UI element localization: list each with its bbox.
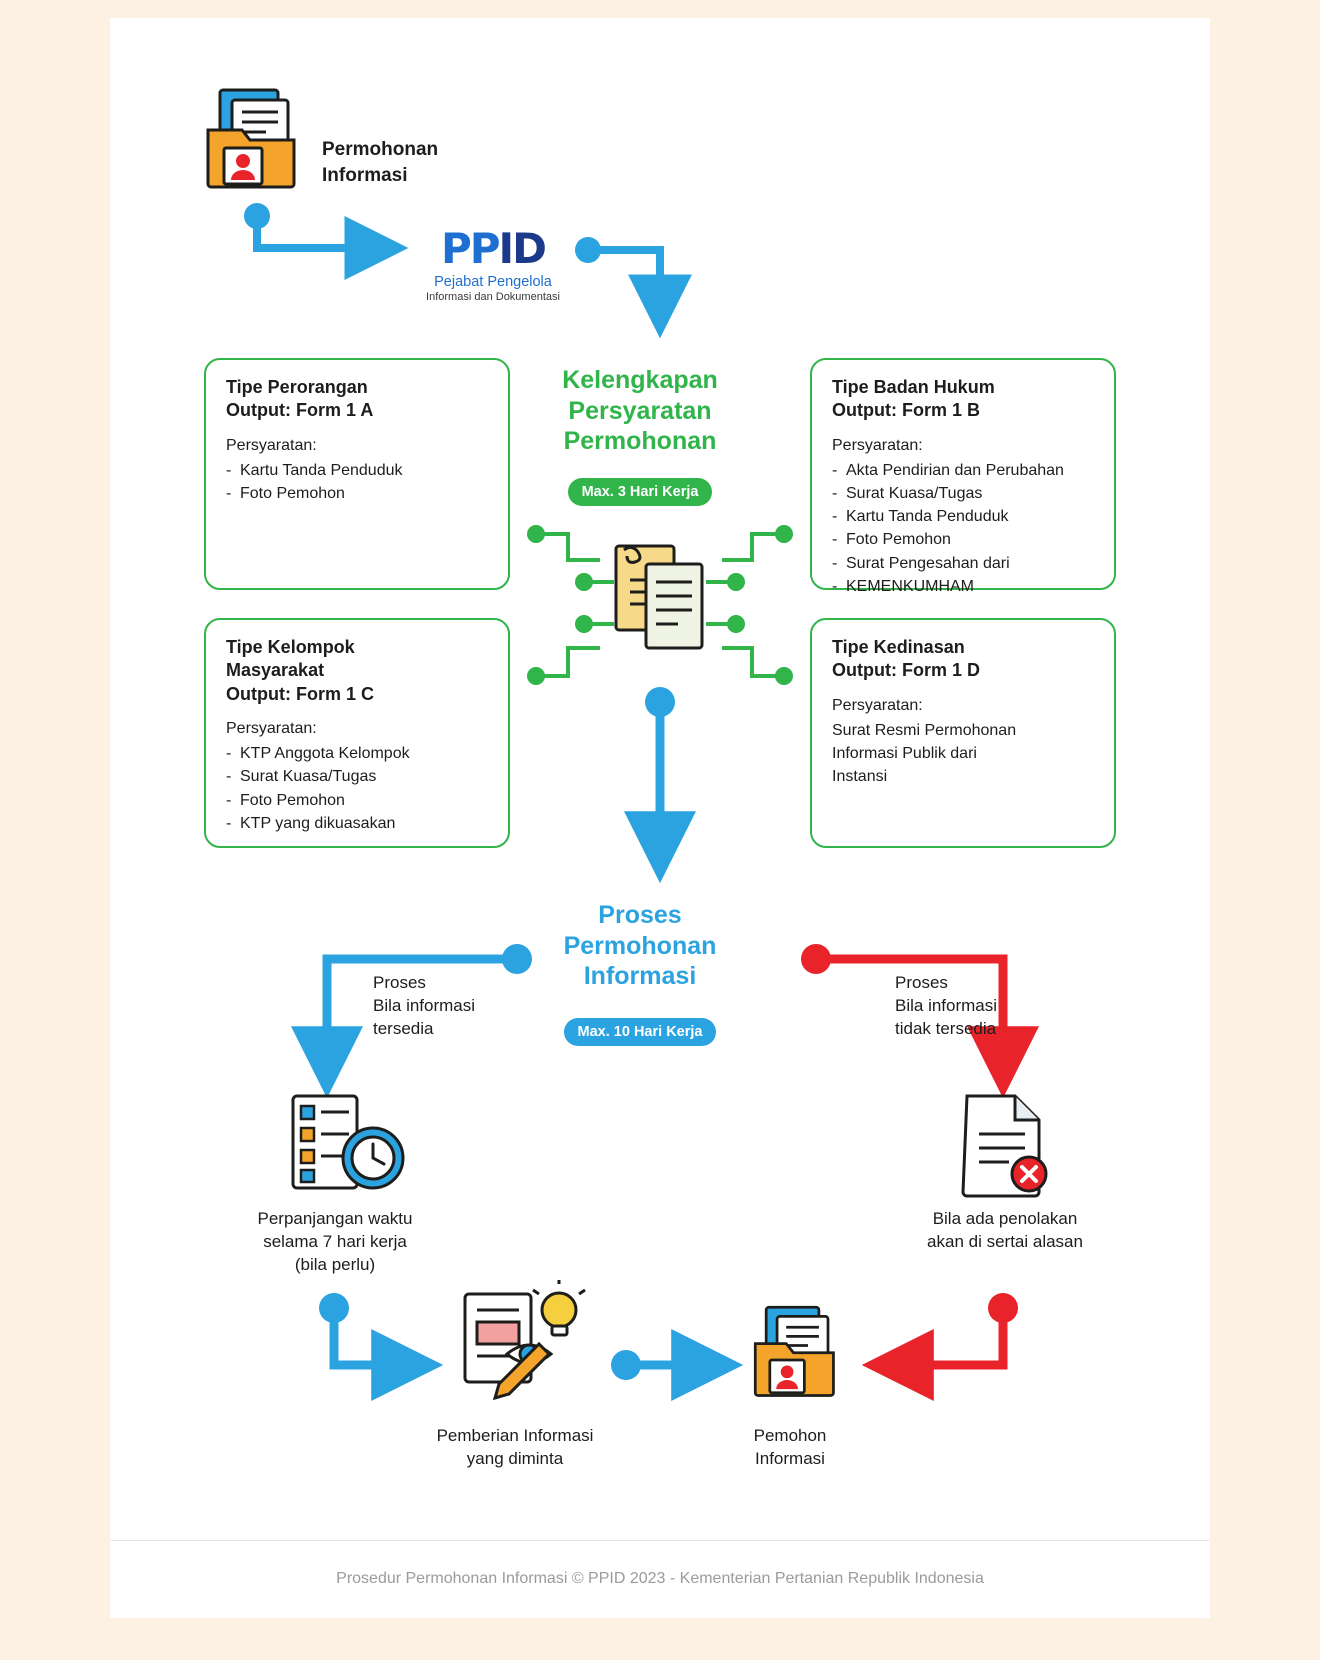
card-badan-hukum-title-line1: Tipe Badan Hukum [832,377,995,397]
list-item: - Surat Kuasa/Tugas [226,768,377,786]
ppid-logo-sub1: Pejabat Pengelola [434,274,552,290]
stage1-title-line3: Permohonan [563,427,717,455]
card-kedinasan [810,618,1116,848]
card-kelompok-title-line1: Tipe Kelompok [226,637,355,657]
requester-caption-line1: Pemohon [753,1426,827,1445]
rejection-caption [890,1208,1120,1254]
list-item: - Akta Pendirian dan Perubahan [832,461,1064,479]
list-item: - Foto Pemohon [226,791,345,809]
card-perorangan-list [226,459,488,505]
stage1-badge-wrap [520,478,760,506]
card-badan-hukum-title-line2: Output: Form 1 B [832,400,980,421]
stage1-title [520,365,760,457]
footer-divider [110,1540,1210,1541]
branch-available-note [373,972,553,1041]
list-item: - KTP yang dikuasakan [226,814,396,832]
list-item: - KTP Anggota Kelompok [226,745,410,763]
list-item: - Surat Pengesahan dari [832,554,1010,572]
stage2-badge: Max. 10 Hari Kerja [564,1018,717,1046]
checklist-clock-icon [285,1090,415,1200]
ppid-logo-pp: PP [440,224,499,273]
document-idea-review-icon [455,1280,590,1400]
card-kedinasan-req-label: Persyaratan: [832,696,923,714]
branch-available-line3: tersedia [373,1018,434,1038]
rejection-caption-line1: Bila ada penolakan [932,1209,1078,1228]
stage1-title-line2: Persyaratan [568,396,712,425]
document-rejected-icon [955,1090,1055,1200]
card-kedinasan-text-line3: Instansi [832,768,888,786]
stage2-title-line2: Permohonan [563,931,717,960]
branch-unavailable-line1: Proses [895,973,948,992]
stage1-title-line1: Kelengkapan [562,366,718,394]
documents-stack-icon [608,540,712,656]
branch-unavailable-line2: Bila informasi [895,995,998,1015]
card-kelompok-list [226,742,488,835]
list-item: - Surat Kuasa/Tugas [832,484,983,502]
list-item: - Kartu Tanda Penduduk [226,461,403,479]
card-kelompok-title-line3: Output: Form 1 C [226,683,374,704]
delivery-caption-line2: yang diminta [466,1448,564,1468]
ppid-logo-sub2: Informasi dan Dokumentasi [426,291,560,303]
stage1-badge: Max. 3 Hari Kerja [568,478,713,506]
card-kedinasan-title-line2: Output: Form 1 D [832,660,980,681]
stage2-title [520,900,760,992]
card-kelompok-title [226,636,488,706]
stage2-title-line1: Proses [598,901,682,929]
card-kelompok-title-line2: Masyarakat [226,660,325,681]
ppid-logo-id: ID [498,224,546,273]
card-perorangan [204,358,510,590]
card-kedinasan-text-line2: Informasi Publik dari [832,744,977,762]
delivery-caption [400,1425,630,1471]
card-kedinasan-text-line1: Surat Resmi Permohonan [832,721,1017,739]
folder-documents-person-icon [748,1300,848,1400]
start-label-line1: Permohonan [322,139,439,160]
card-perorangan-title-line1: Tipe Perorangan [226,377,368,397]
branch-unavailable-note [895,972,1085,1041]
branch-available-line2: Bila informasi [373,995,476,1015]
extension-caption [220,1208,450,1277]
card-badan-hukum [810,358,1116,595]
list-item: - Kartu Tanda Penduduk [832,508,1009,526]
ppid-logo-mark [418,224,568,273]
footer-text: Prosedur Permohonan Informasi © PPID 2023 - Kementerian Pertanian Republik Indonesia [336,1570,984,1587]
delivery-caption-line1: Pemberian Informasi [436,1426,594,1445]
branch-unavailable-line3: tidak tersedia [895,1018,997,1038]
branch-available-line1: Proses [373,973,426,992]
list-item: - Foto Pemohon [832,531,951,549]
card-kelompok-masyarakat [204,618,510,848]
card-badan-hukum-req-label: Persyaratan: [832,436,923,454]
rejection-caption-line2: akan di sertai alasan [927,1231,1083,1251]
start-label-line2: Informasi [322,164,408,186]
card-kelompok-req-label: Persyaratan: [226,720,317,738]
card-perorangan-title [226,376,488,423]
stage2-title-line3: Informasi [583,962,697,990]
requester-caption [700,1425,880,1471]
card-kedinasan-title-line1: Tipe Kedinasan [832,637,965,657]
card-badan-hukum-list [832,459,1094,598]
extension-caption-line2: selama 7 hari kerja [263,1231,407,1251]
extension-caption-line3: (bila perlu) [294,1254,376,1274]
list-item: - KEMENKUMHAM [832,577,975,595]
stage2-badge-wrap [520,1018,760,1046]
card-perorangan-req-label: Persyaratan: [226,436,317,454]
card-badan-hukum-title [832,376,1094,423]
ppid-logo [418,224,568,303]
list-item: - Foto Pemohon [226,484,345,502]
extension-caption-line1: Perpanjangan waktu [257,1209,413,1228]
card-perorangan-title-line2: Output: Form 1 A [226,400,374,421]
folder-documents-person-icon [200,82,310,192]
card-kedinasan-title [832,636,1094,683]
start-label [322,137,542,188]
requester-caption-line2: Informasi [755,1448,825,1468]
